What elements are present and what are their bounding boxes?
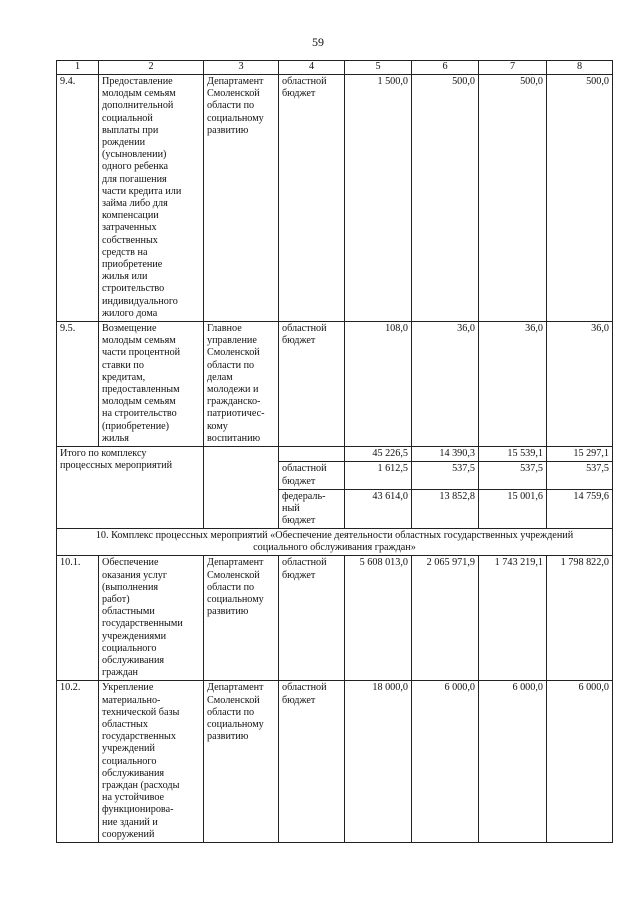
value-year-2: 500,0 — [479, 75, 547, 322]
value-year-1: 2 065 971,9 — [412, 556, 479, 681]
value-year-1: 500,0 — [412, 75, 479, 322]
table-row-10-1 — [57, 556, 613, 681]
value-year-3: 537,5 — [547, 462, 613, 489]
column-header: 3 — [204, 61, 279, 75]
activity-name: Возмещение молодым семьям части процентной ставки по кредитам, предоставленным молодым семьям на строительство (приобретение) жилья — [99, 322, 204, 447]
page-number: 59 — [312, 35, 324, 49]
value-year-2: 36,0 — [479, 322, 547, 447]
value-total: 1 612,5 — [345, 462, 412, 489]
value-total: 5 608 013,0 — [345, 556, 412, 681]
column-header: 8 — [547, 61, 613, 75]
value-total: 43 614,0 — [345, 489, 412, 529]
value-year-1: 537,5 — [412, 462, 479, 489]
value-year-1: 6 000,0 — [412, 681, 479, 843]
funding-source: областной бюджет — [279, 681, 345, 843]
funding-source — [279, 447, 345, 462]
executor: Департамент Смоленской области по социальному развитию — [204, 556, 279, 681]
row-number: 9.4. — [57, 75, 99, 322]
column-header: 1 — [57, 61, 99, 75]
section-header-row — [57, 529, 613, 556]
total-label: Итого по комплексу процессных мероприятий — [57, 447, 204, 529]
column-header: 4 — [279, 61, 345, 75]
value-year-3: 500,0 — [547, 75, 613, 322]
value-year-1: 13 852,8 — [412, 489, 479, 529]
column-header: 7 — [479, 61, 547, 75]
budget-table — [56, 60, 613, 843]
column-header: 5 — [345, 61, 412, 75]
value-year-3: 36,0 — [547, 322, 613, 447]
table-row-9-4 — [57, 75, 613, 322]
total-row — [57, 447, 613, 462]
funding-source: федераль- ный бюджет — [279, 489, 345, 529]
row-number: 9.5. — [57, 322, 99, 447]
executor: Главное управление Смоленской области по делам молодежи и гражданско- патриотичес- кому воспитанию — [204, 322, 279, 447]
table-row-10-2 — [57, 681, 613, 843]
value-year-2: 6 000,0 — [479, 681, 547, 843]
value-year-2: 15 001,6 — [479, 489, 547, 529]
row-number: 10.1. — [57, 556, 99, 681]
value-year-2: 537,5 — [479, 462, 547, 489]
value-year-1: 36,0 — [412, 322, 479, 447]
table-row-9-5 — [57, 322, 613, 447]
value-year-3: 14 759,6 — [547, 489, 613, 529]
section-title: 10. Комплекс процессных мероприятий «Обеспечение деятельности областных государственных учреждений социального обслуживания граждан» — [57, 529, 613, 556]
column-header-row — [57, 61, 613, 75]
executor: Департамент Смоленской области по социальному развитию — [204, 75, 279, 322]
value-total: 45 226,5 — [345, 447, 412, 462]
executor: Департамент Смоленской области по социальному развитию — [204, 681, 279, 843]
funding-source: областной бюджет — [279, 462, 345, 489]
value-year-1: 14 390,3 — [412, 447, 479, 462]
activity-name: Обеспечение оказания услуг (выполнения работ) областными государственными учреждениями социального обслуживания граждан — [99, 556, 204, 681]
column-header: 6 — [412, 61, 479, 75]
total-executor-empty — [204, 447, 279, 529]
value-year-3: 1 798 822,0 — [547, 556, 613, 681]
value-total: 18 000,0 — [345, 681, 412, 843]
value-year-3: 15 297,1 — [547, 447, 613, 462]
activity-name: Укрепление материально- технической базы областных государственных учреждений социального обслуживания граждан (расходы на устойчивое функционирова- ние зданий и сооружений — [99, 681, 204, 843]
activity-name: Предоставление молодым семьям дополнительной социальной выплаты при рождении (усыновлении) одного ребенка для погашения части кредита или займа либо для компенсации затраченных собственных средств на приобретение жилья или строительство индивидуального жилого дома — [99, 75, 204, 322]
funding-source: областной бюджет — [279, 322, 345, 447]
value-year-2: 1 743 219,1 — [479, 556, 547, 681]
funding-source: областной бюджет — [279, 75, 345, 322]
value-total: 1 500,0 — [345, 75, 412, 322]
column-header: 2 — [99, 61, 204, 75]
value-total: 108,0 — [345, 322, 412, 447]
value-year-2: 15 539,1 — [479, 447, 547, 462]
row-number: 10.2. — [57, 681, 99, 843]
value-year-3: 6 000,0 — [547, 681, 613, 843]
funding-source: областной бюджет — [279, 556, 345, 681]
